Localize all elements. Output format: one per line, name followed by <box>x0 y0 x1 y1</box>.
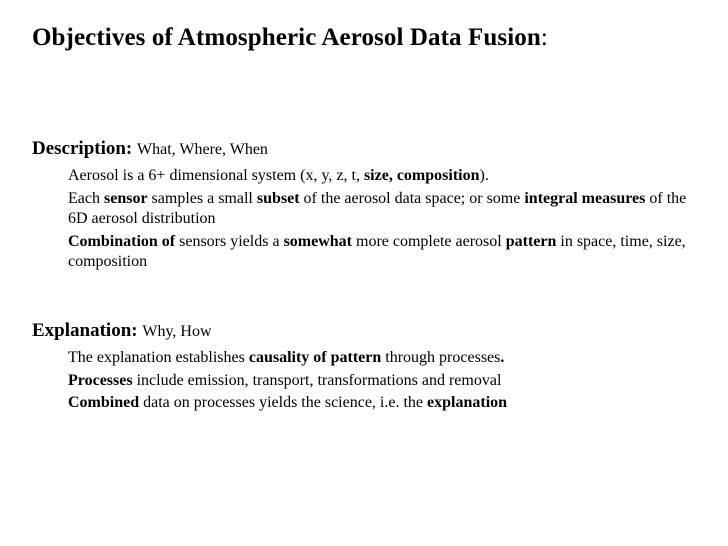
emphasis-text: explanation <box>427 394 508 411</box>
explanation-section <box>32 319 708 416</box>
explanation-subheading: Why, How <box>142 323 212 340</box>
body-text: Each <box>68 189 104 207</box>
list-item <box>68 166 708 187</box>
body-text: Aerosol is a 6+ dimensional system (x, y, z, t, <box>68 167 364 184</box>
body-text: sensors yields a <box>175 232 284 250</box>
body-text: in space, time, size, composition <box>68 232 686 270</box>
emphasis-text: integral measures <box>524 189 646 207</box>
body-text: data on processes yields the science, i.e. the <box>139 394 428 411</box>
body-text: The explanation establishes <box>68 349 249 366</box>
explanation-list <box>68 348 708 414</box>
emphasis-text: subset <box>256 189 300 207</box>
description-heading: Description: <box>32 138 133 159</box>
description-heading-line <box>32 137 708 162</box>
body-text: more complete aerosol <box>352 232 506 250</box>
body-text: samples a small <box>147 189 257 207</box>
list-item <box>68 348 708 369</box>
emphasis-text: Combined <box>68 394 140 411</box>
emphasis-text: causality of pattern <box>248 349 382 366</box>
slide-title-text: Objectives of Atmospheric Aerosol Data Fusion <box>32 24 541 51</box>
list-item <box>68 189 708 230</box>
emphasis-text: Combination of <box>68 232 176 250</box>
body-text: ). <box>479 167 489 184</box>
emphasis-text: sensor <box>103 189 148 207</box>
description-section <box>32 137 708 275</box>
emphasis-text: somewhat <box>283 232 352 250</box>
description-list <box>68 166 708 273</box>
list-item <box>68 393 708 414</box>
slide-title-colon: : <box>540 24 548 51</box>
slide-title <box>32 24 548 52</box>
list-item <box>68 371 708 392</box>
emphasis-text: . <box>500 349 505 366</box>
body-text: include emission, transport, transformations and removal <box>132 371 502 389</box>
body-text: of the aerosol data space; or some <box>299 189 525 207</box>
list-item <box>68 232 708 273</box>
explanation-heading: Explanation: <box>32 320 138 341</box>
description-subheading: What, Where, When <box>137 141 268 158</box>
body-text: through processes <box>381 349 501 366</box>
emphasis-text: size, composition <box>363 167 480 184</box>
explanation-heading-line <box>32 319 708 344</box>
emphasis-text: pattern <box>505 232 557 250</box>
emphasis-text: Processes <box>68 371 133 389</box>
body-text: of the 6D aerosol distribution <box>68 189 687 227</box>
